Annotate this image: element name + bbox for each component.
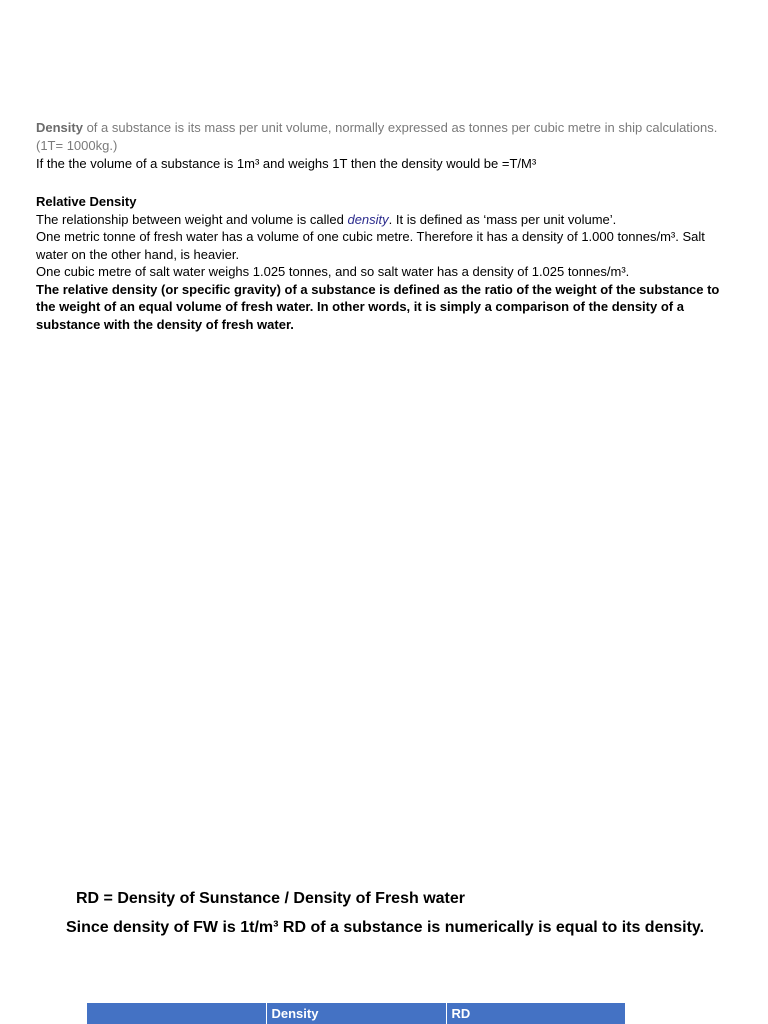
rd-formula: RD = Density of Sunstance / Density of Fresh water bbox=[76, 890, 465, 907]
header-density: Density bbox=[266, 1003, 446, 1024]
paragraph-relationship bbox=[36, 211, 726, 229]
density-table bbox=[87, 1003, 625, 1024]
rd-formula-block bbox=[66, 884, 706, 942]
paragraph-relationship-start: The relationship between weight and volume is called bbox=[36, 211, 348, 227]
density-definition bbox=[36, 119, 726, 155]
paragraph-relative-density-definition: The relative density (or specific gravity) of a substance is defined as the ratio of the weight of the substance to the weight of an equal volume of fresh water. In other words, it is simply a comparison of the density of a substance with the density of fresh water. bbox=[36, 281, 720, 332]
density-term-italic: density bbox=[347, 211, 389, 227]
relative-density-section bbox=[36, 193, 726, 333]
density-term: Density bbox=[36, 120, 83, 135]
paragraph-relationship-end: . It is defined as ‘mass per unit volume’. bbox=[388, 211, 617, 227]
paragraph-fresh-water: One metric tonne of fresh water has a volume of one cubic metre. Therefore it has a density of 1.000 tonnes/m³. Salt water on the other hand, is heavier. bbox=[36, 229, 705, 262]
paragraph-salt-water: One cubic metre of salt water weighs 1.025 tonnes, and so salt water has a density of 1.025 tonnes/m³. bbox=[36, 264, 630, 279]
density-definition-text: of a substance is its mass per unit volume, normally expressed as tonnes per cubic metre in ship calculations. (1T= 1000kg.) bbox=[36, 120, 718, 153]
density-intro bbox=[36, 119, 726, 173]
rd-explanation: Since density of FW is 1t/m³ RD of a substance is numerically is equal to its density. bbox=[66, 919, 705, 936]
table-header-row bbox=[87, 1003, 625, 1024]
density-example: If the the volume of a substance is 1m³ and weighs 1T then the density would be =T/M³ bbox=[36, 156, 537, 171]
section-heading: Relative Density bbox=[36, 194, 137, 209]
density-table-grid bbox=[87, 1003, 625, 1024]
header-rd: RD bbox=[446, 1003, 625, 1024]
header-substance bbox=[87, 1003, 266, 1024]
